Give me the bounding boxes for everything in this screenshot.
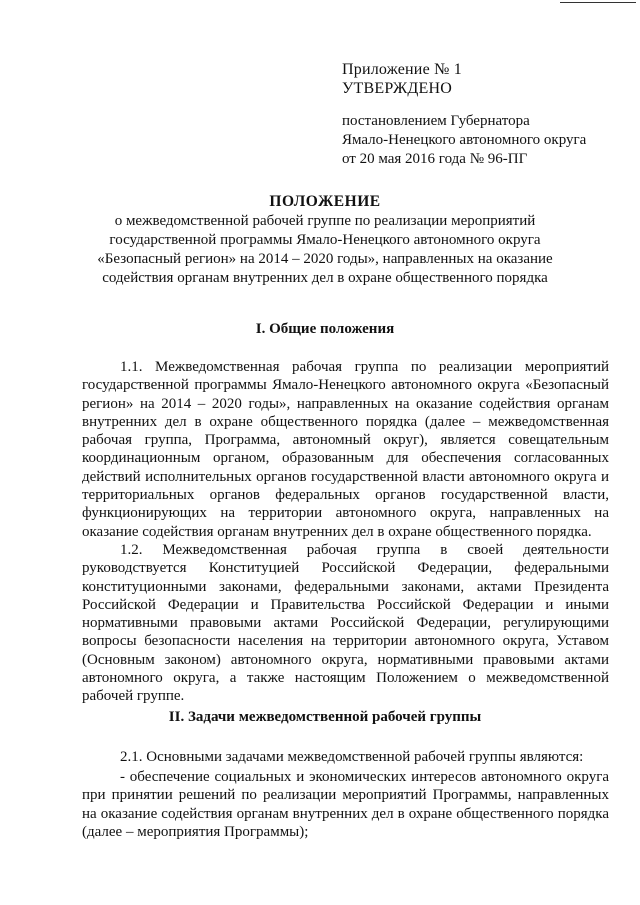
paragraph-2-1-item-1-text: - обеспечение социальных и экономических интересов автономного округа при принятии решений по реализации мероприятий Программы, направленных на оказание содействия органам внутренних дел в охране общественного порядка (далее – мероприятия Программы); [82,769,609,840]
section-2-heading: II. Задачи межведомственной рабочей группы [168,709,482,725]
approved-by: постановлением Губернатора [342,113,530,129]
approval-stamp-block [342,60,632,169]
document-title: ПОЛОЖЕНИЕ [269,193,381,210]
approved-by-region: Ямало-Ненецкого автономного округа [342,132,587,148]
decree-date-number: от 20 мая 2016 года № 96-ПГ [342,151,528,167]
appendix-number: Приложение № 1 [342,61,462,78]
approved-label: УТВЕРЖДЕНО [342,80,453,97]
paragraph-2-1-item-1 [82,768,609,841]
scan-edge-mark [560,2,636,3]
document-subtitle-line-1: о межведомственной рабочей группе по реализации мероприятий [114,213,536,229]
paragraph-2-1 [82,748,609,766]
document-subtitle-line-2: государственной программы Ямало-Ненецкого автономного округа [109,232,541,248]
paragraph-1-2-text: 1.2. Межведомственная рабочая группа в своей деятельности руководствуется Конституцией Российской Федерации, федеральными конституционными законами, федеральными законами, актами Президента Российской Федерации и Правительства Российской Федерации и иными нормативными правовыми актами Российской Федерации, регулирующими вопросы безопасности населения на территории автономного округа, Уставом (Основным законом) автономного округа, нормативными правовыми актами автономного округа, а также настоящим Положением о межведомственной рабочей группе. [82,542,609,705]
document-subtitle-line-3: «Безопасный регион» на 2014 – 2020 годы», направленных на оказание [97,251,553,267]
paragraph-2-1-text: 2.1. Основными задачами межведомственной рабочей группы являются: [120,749,584,765]
paragraph-1-1 [82,358,609,541]
section-1-heading: I. Общие положения [255,321,395,337]
document-title-block [90,192,560,288]
paragraph-1-2 [82,541,609,706]
paragraph-1-1-text: 1.1. Межведомственная рабочая группа по реализации мероприятий государственной программы Ямало-Ненецкого автономного округа «Безопасный регион» на 2014 – 2020 годы», направленных на оказание содействия органам внутренних дел в охране общественного порядка (далее – межведомственная рабочая группа, Программа, автономный округ), является совещательным координационным органом, образованным для обеспечения согласованных действий исполнительных органов государственной власти автономного округа и территориальных органов федеральных органов государственной власти, функционирующих на территории автономного округа, направленных на оказание содействия органам внутренних дел в охране общественного порядка. [82,359,609,540]
document-subtitle-line-4: содействия органам внутренних дел в охране общественного порядка [102,270,548,286]
